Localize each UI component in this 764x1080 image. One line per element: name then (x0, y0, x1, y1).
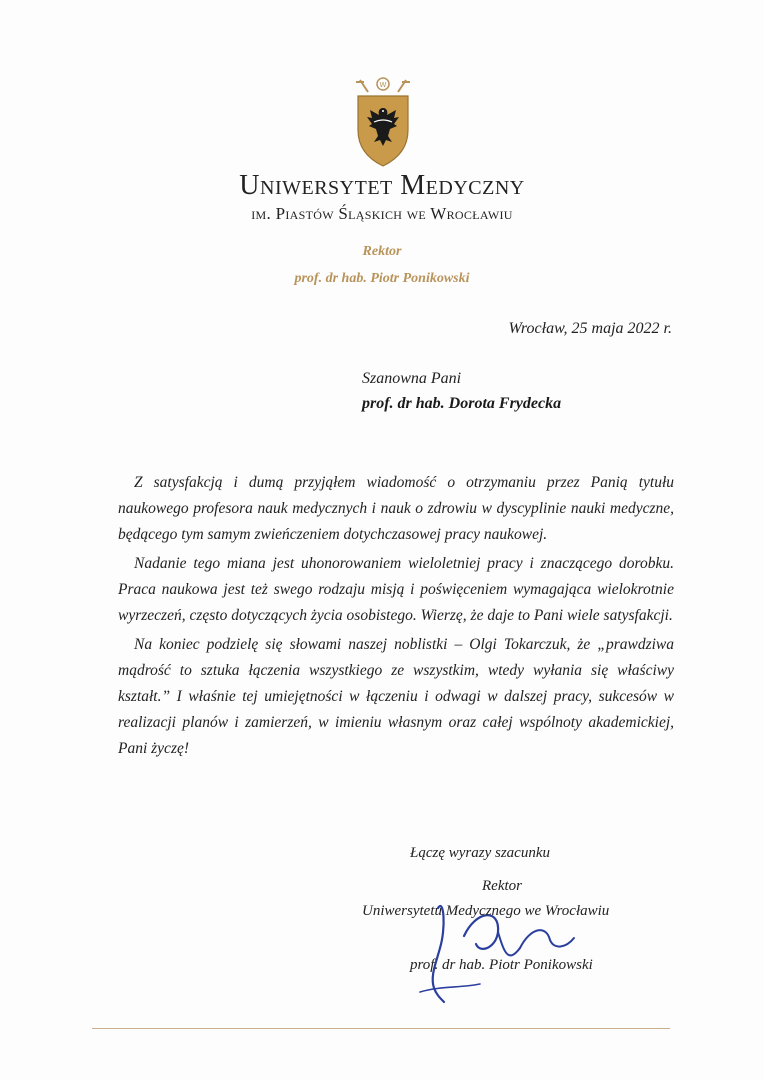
paragraph-2: Nadanie tego miana jest uhonorowaniem wieloletniej pracy i znaczącego dorobku. Praca naukowa jest też swego rodzaju misją i poświęceniem wymagająca wielokrotnie wyrzeczeń, często dotyczących życia osobistego. Wierzę, że daje to Pani wiele satysfakcji. (118, 555, 674, 624)
paragraph-3: Na koniec podzielę się słowami naszej noblistki – Olgi Tokarczuk, że „prawdziwa mądrość to sztuka łączenia wszystkiego ze wszystkim, wtedy wyłania się właściwy kształt.” I właśnie tej umiejętności w łączeniu i odwagi w dalszej pracy, sukcesów w realizacji planów i zamierzeń, w imieniu własnym oraz całej wspólnoty akademickiej, Pani życzę! (118, 636, 674, 757)
university-crest-icon (352, 74, 414, 168)
letter-body (118, 470, 674, 765)
closing-name: prof. dr hab. Piotr Ponikowski (410, 957, 593, 973)
closing-role: Rektor (482, 878, 522, 894)
rector-name: prof. dr hab. Piotr Ponikowski (294, 271, 470, 286)
place-date: Wrocław, 25 maja 2022 r. (508, 320, 672, 337)
salutation: Szanowna Pani (362, 370, 462, 387)
footer-divider (92, 1028, 670, 1029)
rector-title: Rektor (362, 244, 402, 259)
svg-text:W: W (379, 81, 387, 89)
university-name: Uniwersytet Medyczny (239, 170, 525, 201)
closing-regards: Łączę wyrazy szacunku (410, 845, 550, 861)
university-subtitle: im. Piastów Śląskich we Wrocławiu (251, 204, 513, 223)
paragraph-1: Z satysfakcją i dumą przyjąłem wiadomość o otrzymaniu przez Panią tytułu naukowego profesora nauk medycznych i nauk o zdrowiu w dyscyplinie nauki medyczne, będącego tym samym zwieńczeniem dotychczasowej pracy naukowej. (118, 474, 674, 543)
closing-institution: Uniwersytetu Medycznego we Wrocławiu (362, 903, 610, 919)
addressee: prof. dr hab. Dorota Frydecka (362, 395, 562, 412)
